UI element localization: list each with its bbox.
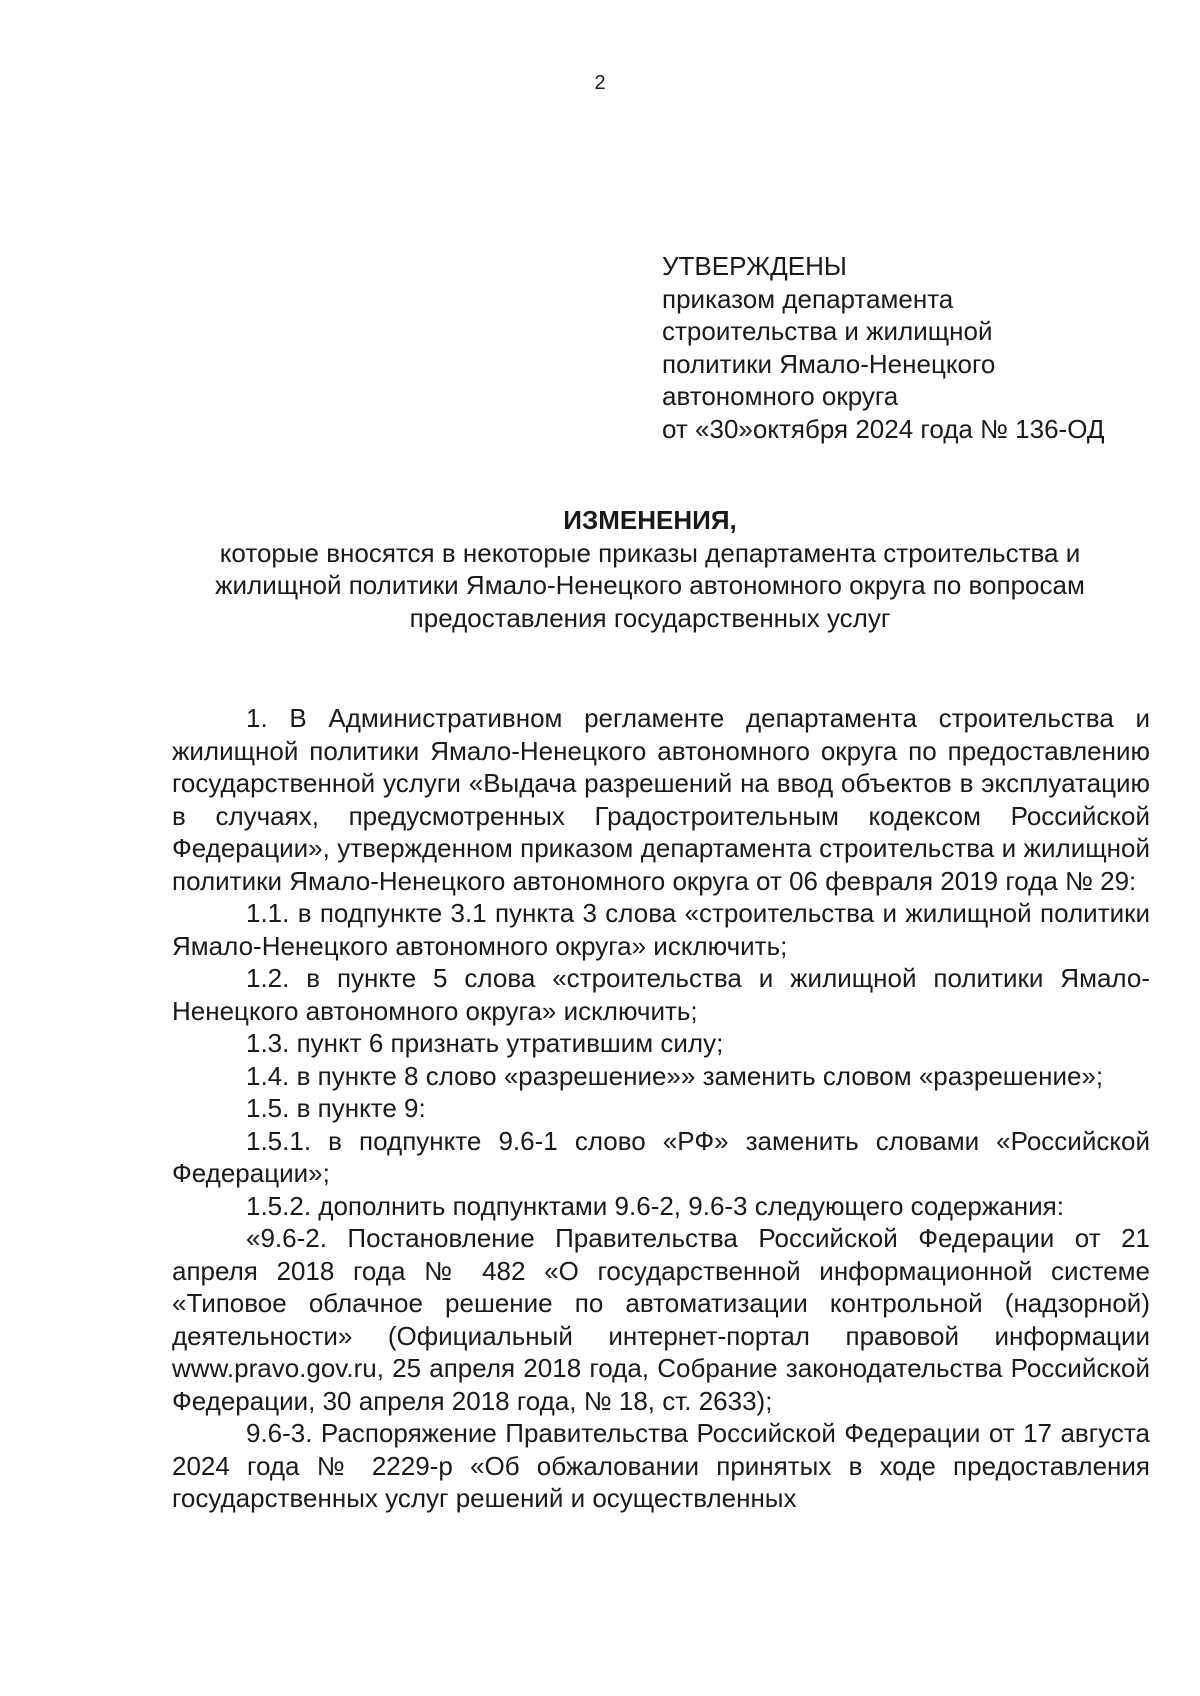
paragraph-9-6-3: 9.6-3. Распоряжение Правительства Российской Федерации от 17 августа 2024 года № 2229-р «Об обжаловании принятых в ходе предоставления государственных услуг решений и осуществленных <box>172 1418 1150 1513</box>
approval-line: политики Ямало-Ненецкого <box>662 348 996 379</box>
paragraph-1-2: 1.2. в пункте 5 слова «строительства и жилищной политики Ямало-Ненецкого автономного округа» исключить; <box>172 963 1150 1026</box>
paragraph-1-5-2: 1.5.2. дополнить подпунктами 9.6-2, 9.6-3 следующего содержания: <box>246 1190 1064 1221</box>
page-number: 2 <box>594 72 606 94</box>
approval-line: приказом департамента <box>662 283 954 314</box>
document-subtitle-line: жилищной политики Ямало-Ненецкого автономного округа по вопросам <box>215 570 1085 600</box>
document-heading <box>160 504 1140 634</box>
document-title: ИЗМЕНЕНИЯ, <box>563 505 737 535</box>
paragraph-1-5: 1.5. в пункте 9: <box>246 1093 426 1123</box>
document-subtitle-line: предоставления государственных услуг <box>409 602 891 633</box>
paragraph-1-5-1: 1.5.1. в подпункте 9.6-1 слово «РФ» заменить словами «Российской Федерации»; <box>172 1125 1150 1188</box>
paragraph-1: 1. В Административном регламенте департамента строительства и жилищной политики Ямало-Ненецкого автономного округа по предоставлению государственной услуги «Выдача разрешений на ввод объектов в эксплуатацию в случаях, предусмотренных Градостроительным кодексом Российской Федерации», утвержденном приказом департамента строительства и жилищной политики Ямало-Ненецкого автономного округа от 06 февраля 2019 года № 29: <box>172 703 1150 896</box>
document-body <box>172 702 1150 1515</box>
approval-line: автономного округа <box>662 381 899 411</box>
approval-line: от «30»октября 2024 года № 136-ОД <box>662 413 1105 444</box>
approval-line: УТВЕРЖДЕНЫ <box>662 251 847 281</box>
approval-line: строительства и жилищной <box>662 316 993 346</box>
document-subtitle-line: которые вносятся в некоторые приказы департамента строительства и <box>219 537 1081 568</box>
paragraph-9-6-2: «9.6-2. Постановление Правительства Российской Федерации от 21 апреля 2018 года № 482 «О государственной информационной системе «Типовое облачное решение по автоматизации контрольной (надзорной) деятельности» (Официальный интернет-портал правовой информации www.pravo.gov.ru, 25 апреля 2018 года, Собрание законодательства Российской Федерации, 30 апреля 2018 года, № 18, ст. 2633); <box>172 1223 1150 1416</box>
paragraph-1-3: 1.3. пункт 6 признать утратившим силу; <box>246 1028 724 1058</box>
paragraph-1-1: 1.1. в подпункте 3.1 пункта 3 слова «строительства и жилищной политики Ямало-Ненецкого автономного округа» исключить; <box>172 898 1150 961</box>
approval-stamp <box>662 250 1162 445</box>
paragraph-1-4: 1.4. в пункте 8 слово «разрешение»» заменить словом «разрешение»; <box>246 1060 1104 1091</box>
